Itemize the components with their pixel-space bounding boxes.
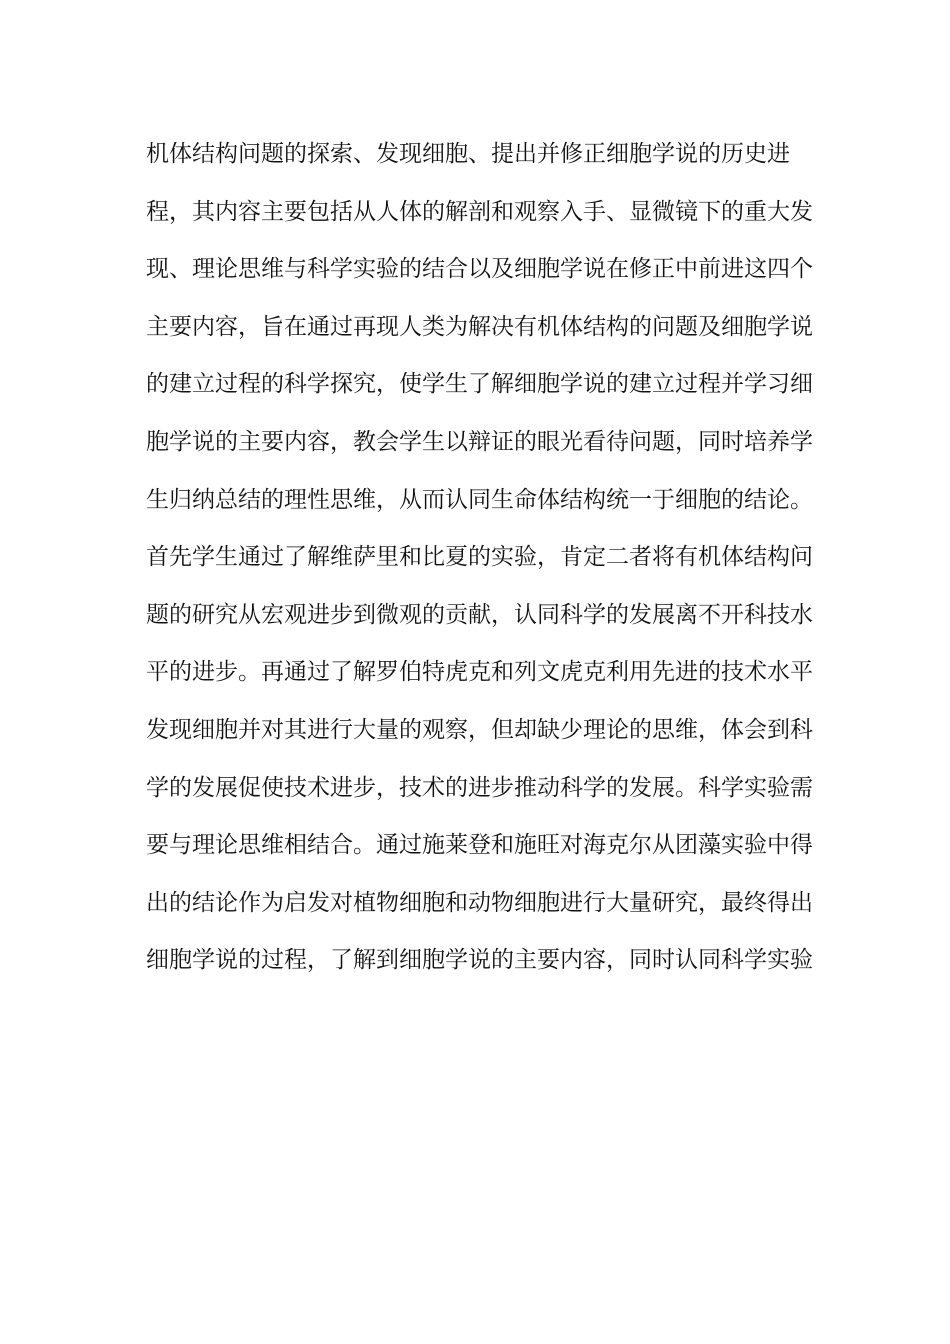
text-line: 出的结论作为启发对植物细胞和动物细胞进行大量研究，最终得出 [146, 889, 813, 916]
text-line: 现、理论思维与科学实验的结合以及细胞学说在修正中前进这四个 [146, 256, 813, 283]
body-text [146, 132, 816, 996]
text-line: 程，其内容主要包括从人体的解剖和观察入手、显微镜下的重大发 [146, 198, 813, 225]
text-line: 主要内容，旨在通过再现人类为解决有机体结构的问题及细胞学说 [146, 313, 813, 340]
text-line: 首先学生通过了解维萨里和比夏的实验，肯定二者将有机体结构问 [146, 544, 813, 571]
text-line: 题的研究从宏观进步到微观的贡献，认同科学的发展离不开科技水 [146, 601, 813, 628]
text-line: 生归纳总结的理性思维，从而认同生命体结构统一于细胞的结论。 [146, 486, 813, 513]
text-line: 细胞学说的过程，了解到细胞学说的主要内容，同时认同科学实验 [146, 947, 813, 974]
text-line: 发现细胞并对其进行大量的观察，但却缺少理论的思维，体会到科 [146, 716, 813, 743]
text-line: 机体结构问题的探索、发现细胞、提出并修正细胞学说的历史进 [146, 141, 790, 167]
text-line: 胞学说的主要内容，教会学生以辩证的眼光看待问题，同时培养学 [146, 428, 813, 455]
text-line: 的建立过程的科学探究，使学生了解细胞学说的建立过程并学习细 [146, 371, 813, 398]
text-line: 要与理论思维相结合。通过施莱登和施旺对海克尔从团藻实验中得 [146, 832, 813, 859]
text-line: 平的进步。再通过了解罗伯特虎克和列文虎克利用先进的技术水平 [146, 659, 813, 686]
text-line: 学的发展促使技术进步，技术的进步推动科学的发展。科学实验需 [146, 774, 813, 801]
